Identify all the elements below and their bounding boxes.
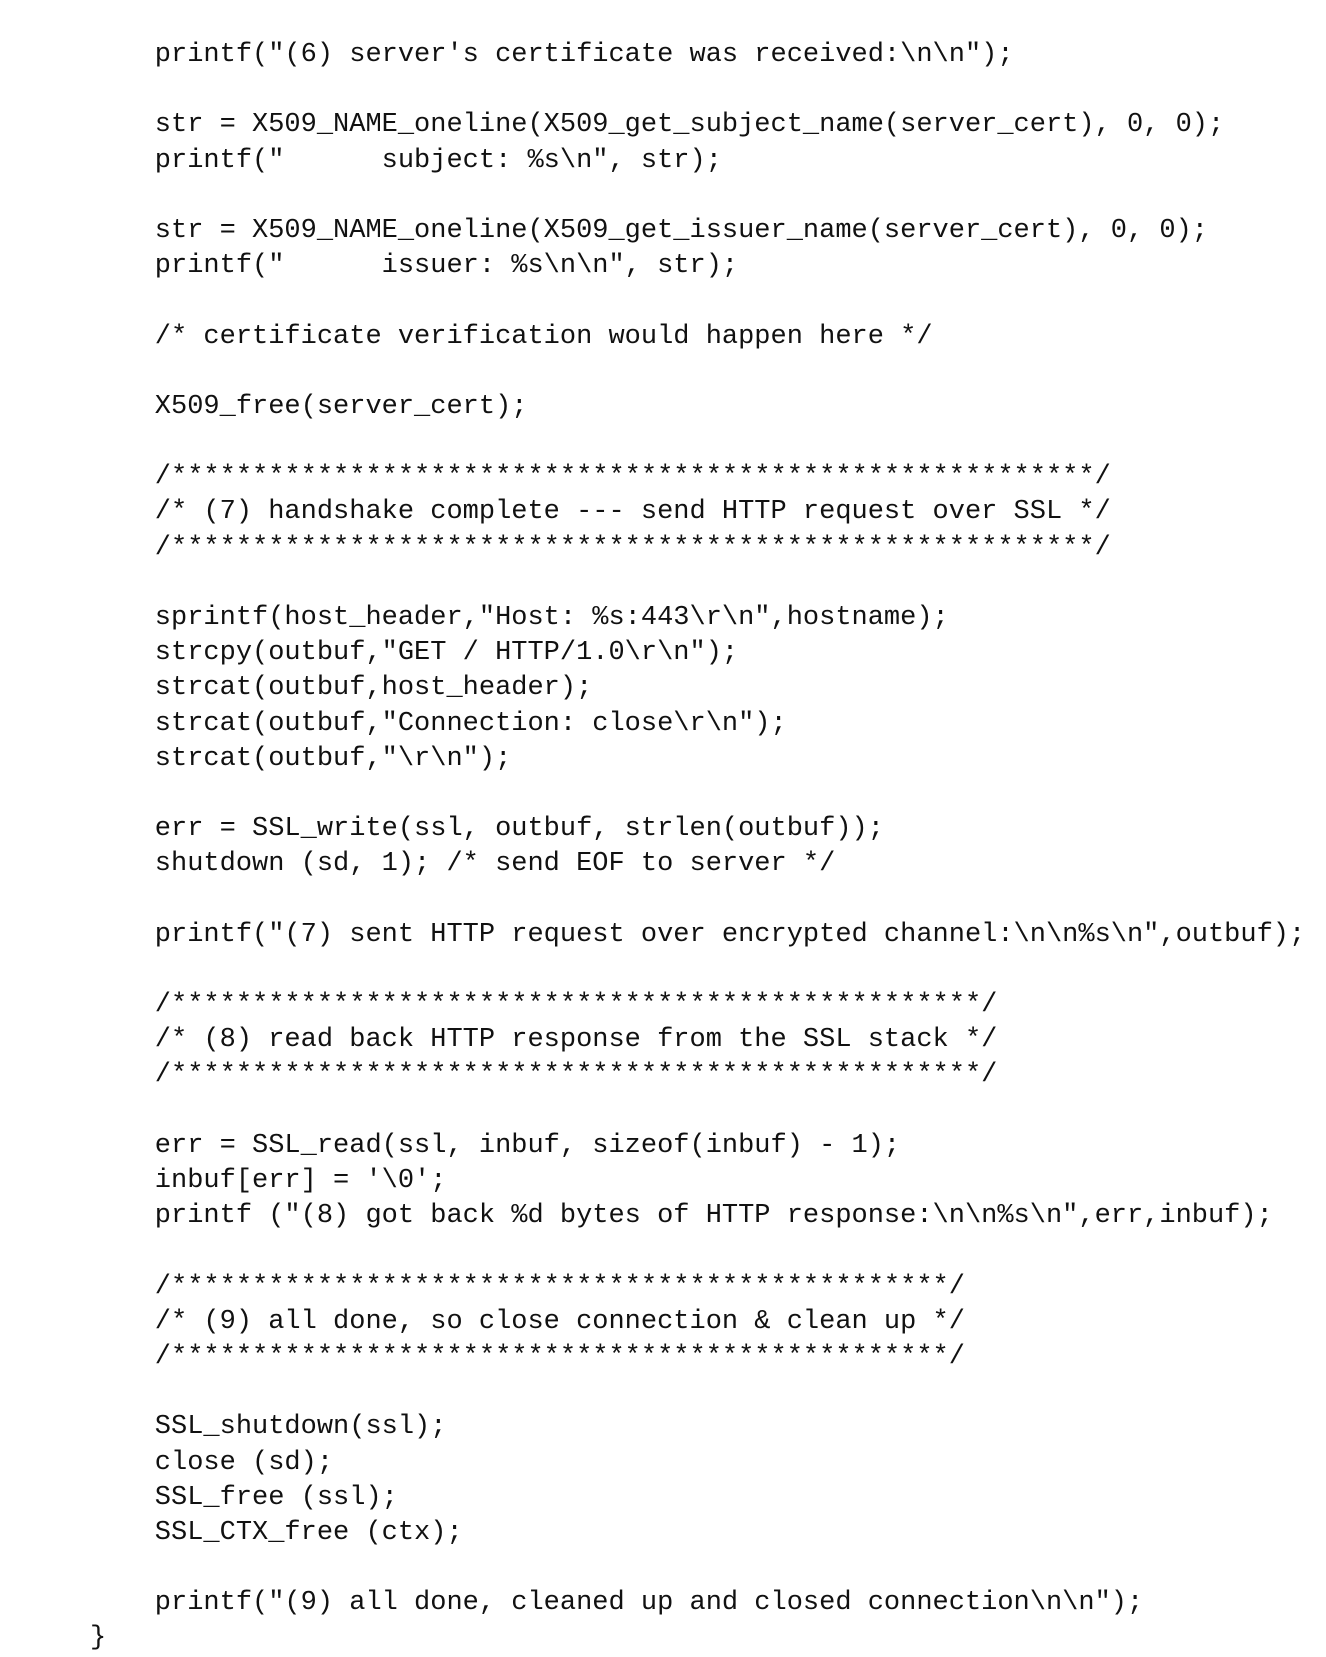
- code-line: [90, 953, 1305, 988]
- code-line: /* (8) read back HTTP response from the SSL stack */: [90, 1025, 998, 1056]
- code-line: /*********************************************************/: [90, 462, 1111, 493]
- code-line: SSL_CTX_free (ctx);: [90, 1517, 463, 1548]
- code-line: str = X509_NAME_oneline(X509_get_issuer_name(server_cert), 0, 0);: [90, 215, 1208, 246]
- code-line: printf(" issuer: %s\n\n", str);: [90, 251, 739, 282]
- code-line: /************************************************/: [90, 1341, 965, 1372]
- code-line: }: [90, 1623, 107, 1654]
- code-line: [90, 284, 1305, 319]
- code-line: printf("(6) server's certificate was received:\n\n");: [90, 40, 1014, 70]
- code-line: str = X509_NAME_oneline(X509_get_subject_name(server_cert), 0, 0);: [90, 110, 1225, 141]
- code-line: close (sd);: [90, 1447, 334, 1478]
- code-line: shutdown (sd, 1); /* send EOF to server */: [90, 849, 836, 880]
- code-line: strcat(outbuf,"Connection: close\r\n");: [90, 708, 787, 739]
- code-line: [90, 425, 1305, 460]
- code-line: [90, 179, 1305, 214]
- code-line: SSL_shutdown(ssl);: [90, 1412, 447, 1443]
- code-line: inbuf[err] = '\0';: [90, 1166, 447, 1196]
- code-line: err = SSL_write(ssl, outbuf, strlen(outbuf));: [90, 814, 884, 845]
- code-line: printf("(9) all done, cleaned up and closed connection\n\n");: [90, 1588, 1144, 1619]
- code-line: [90, 1094, 1305, 1129]
- code-line: [90, 1375, 1305, 1410]
- code-line: [90, 777, 1305, 812]
- code-line: [90, 883, 1305, 918]
- code-line: [90, 355, 1305, 390]
- code-line: [90, 566, 1305, 601]
- code-line: printf ("(8) got back %d bytes of HTTP response:\n\n%s\n",err,inbuf);: [90, 1201, 1273, 1232]
- code-line: strcat(outbuf,"\r\n");: [90, 743, 512, 774]
- code-line: sprintf(host_header,"Host: %s:443\r\n",hostname);: [90, 603, 949, 633]
- code-line: printf(" subject: %s\n", str);: [90, 145, 722, 176]
- code-line: /**************************************************/: [90, 990, 998, 1021]
- code-line: /* (9) all done, so close connection & clean up */: [90, 1306, 965, 1337]
- code-line: /************************************************/: [90, 1271, 965, 1302]
- code-listing: [90, 38, 1305, 1657]
- code-line: strcat(outbuf,host_header);: [90, 673, 593, 704]
- code-line: X509_free(server_cert);: [90, 391, 528, 422]
- code-line: /* certificate verification would happen here */: [90, 321, 933, 352]
- code-line: [90, 1551, 1305, 1586]
- code-line: /*********************************************************/: [90, 532, 1111, 563]
- code-line: printf("(7) sent HTTP request over encrypted channel:\n\n%s\n",outbuf);: [90, 919, 1306, 950]
- code-line: [90, 73, 1305, 108]
- code-line: strcpy(outbuf,"GET / HTTP/1.0\r\n");: [90, 638, 739, 669]
- code-line: SSL_free (ssl);: [90, 1482, 398, 1513]
- code-line: err = SSL_read(ssl, inbuf, sizeof(inbuf) - 1);: [90, 1130, 901, 1161]
- code-line: /* (7) handshake complete --- send HTTP request over SSL */: [90, 497, 1111, 528]
- code-line: /**************************************************/: [90, 1060, 998, 1091]
- code-line: [90, 1234, 1305, 1269]
